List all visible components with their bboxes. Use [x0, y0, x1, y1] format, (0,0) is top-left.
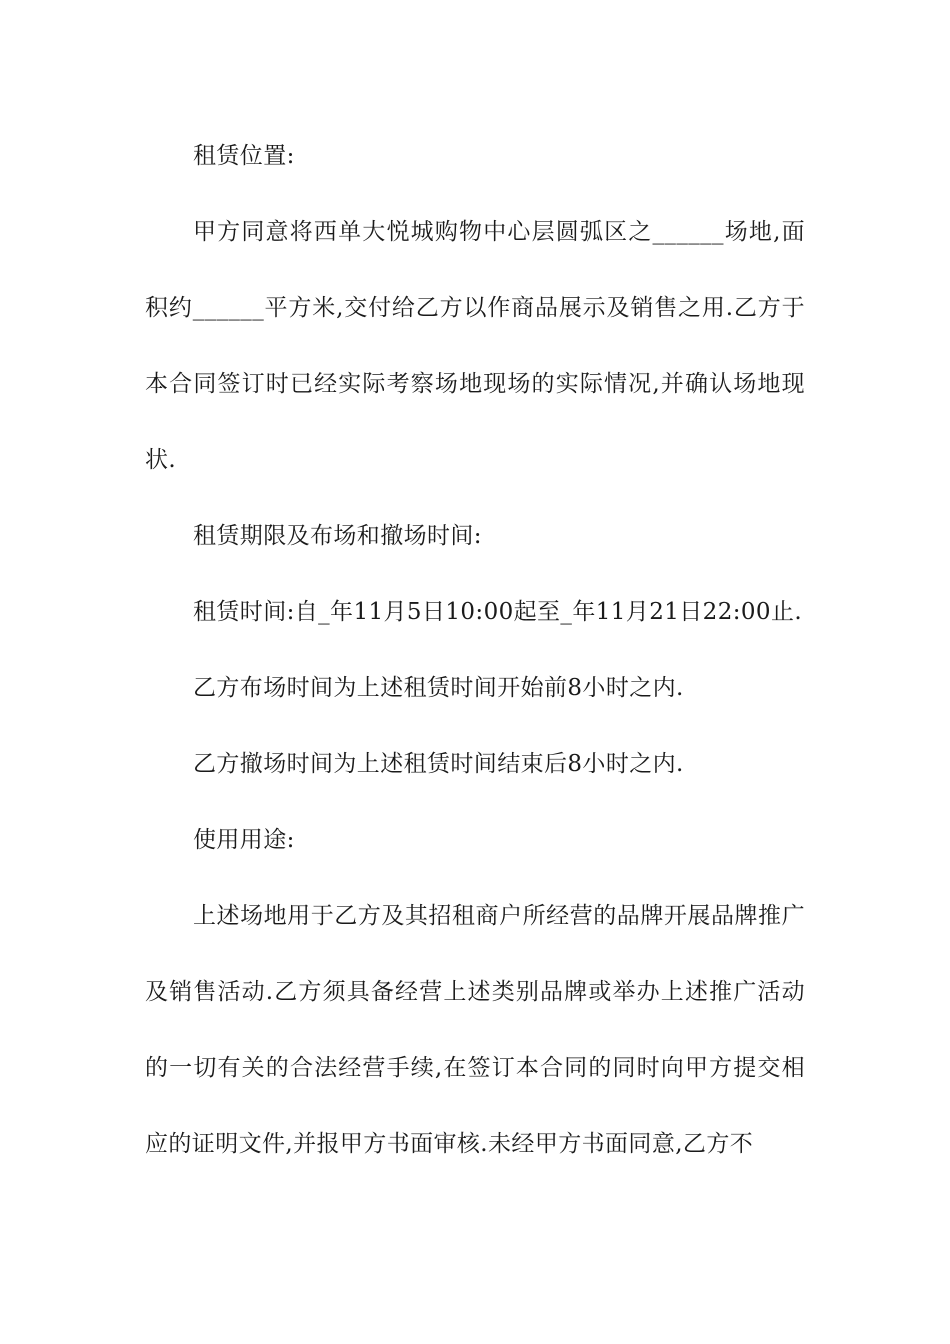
paragraph-setup-time: 乙方布场时间为上述租赁时间开始前8小时之内.	[193, 675, 684, 701]
paragraph-lease-location-body: 甲方同意将西单大悦城购物中心层圆弧区之______场地,面积约______平方米,交付给乙方以作商品展示及销售之用.乙方于本合同签订时已经实际考察场地现场的实际情况,并确认场地现状.	[145, 219, 805, 473]
paragraph-lease-period-heading: 租赁期限及布场和撤场时间:	[193, 523, 482, 549]
paragraph-teardown-time: 乙方撤场时间为上述租赁时间结束后8小时之内.	[193, 751, 684, 777]
paragraph-lease-time: 租赁时间:自_年11月5日10:00起至_年11月21日22:00止.	[193, 599, 803, 625]
document-page	[145, 118, 805, 1182]
paragraph-lease-location-heading: 租赁位置:	[193, 143, 295, 169]
paragraph-usage-heading: 使用用途:	[193, 827, 295, 853]
paragraph-usage-body: 上述场地用于乙方及其招租商户所经营的品牌开展品牌推广及销售活动.乙方须具备经营上述类别品牌或举办上述推广活动的一切有关的合法经营手续,在签订本合同的同时向甲方提交相应的证明文件,并报甲方书面审核.未经甲方书面同意,乙方不	[145, 903, 805, 1157]
